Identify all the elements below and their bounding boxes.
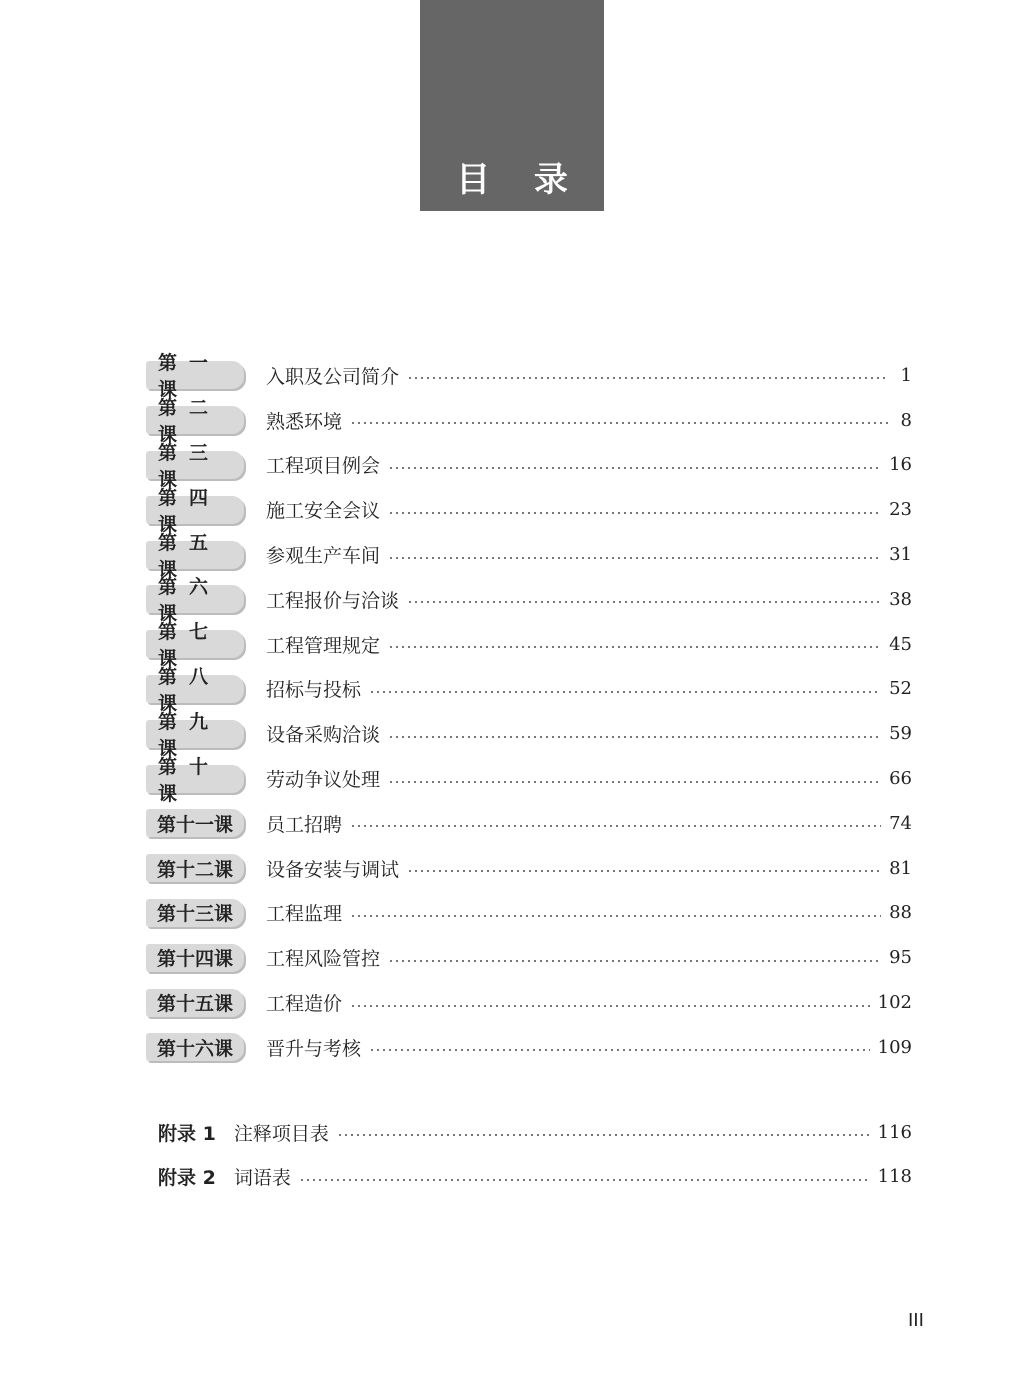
page-number: 1: [900, 364, 912, 386]
page-number: 16: [889, 454, 912, 476]
toc-entry[interactable]: [146, 441, 912, 491]
lesson-badge: 第十六课: [146, 1033, 244, 1061]
toc-entry[interactable]: [146, 1025, 912, 1070]
lesson-badge: 第九课: [146, 720, 244, 748]
lesson-badge: 第十一课: [146, 809, 244, 837]
lesson-title: 熟悉环境: [266, 410, 343, 433]
toc-entry[interactable]: [146, 576, 912, 626]
lesson-badge: 第一课: [146, 361, 244, 389]
appendix-entry[interactable]: [158, 1110, 912, 1155]
page-number: 8: [900, 409, 912, 431]
dot-leader: [350, 422, 888, 424]
lesson-title: 设备采购洽谈: [266, 724, 381, 747]
toc-entry[interactable]: [146, 710, 912, 760]
toc-entry[interactable]: [146, 801, 912, 846]
lesson-title: 工程报价与洽谈: [266, 589, 400, 612]
lesson-badge: 第十三课: [146, 899, 244, 927]
dot-leader: [369, 1049, 870, 1051]
title-banner: [420, 0, 604, 211]
page-number: 31: [889, 544, 912, 566]
toc-entry[interactable]: [146, 486, 912, 536]
page-number: 66: [889, 768, 912, 790]
toc-entry[interactable]: [146, 846, 912, 891]
lesson-badge: 第三课: [146, 451, 244, 479]
lesson-badge: 第十五课: [146, 989, 244, 1017]
lesson-badge: 第七课: [146, 630, 244, 658]
toc-entry[interactable]: [146, 531, 912, 581]
dot-leader: [350, 1005, 870, 1007]
page-number: 95: [889, 947, 912, 969]
lesson-badge: 第八课: [146, 675, 244, 703]
lesson-title: 施工安全会议: [266, 500, 381, 523]
appendix-label: 附录 1: [158, 1122, 216, 1145]
dot-leader: [299, 1179, 870, 1181]
toc-entry[interactable]: [146, 352, 912, 402]
page-number: 116: [877, 1121, 912, 1143]
page-number: 118: [877, 1166, 912, 1188]
page-number: 109: [877, 1036, 912, 1058]
page-title: 目 录: [456, 160, 584, 200]
page-number: 102: [877, 992, 912, 1014]
page-number: 45: [889, 633, 912, 655]
page-number: 59: [889, 723, 912, 745]
appendix-entry[interactable]: [158, 1155, 912, 1200]
toc-entry[interactable]: [146, 891, 912, 936]
dot-leader: [369, 691, 881, 693]
dot-leader: [337, 1134, 870, 1136]
lesson-title: 入职及公司简介: [266, 365, 400, 388]
page-number: 74: [889, 812, 912, 834]
toc-entry[interactable]: [146, 397, 912, 447]
page-number: 88: [889, 902, 912, 924]
page-number: 38: [889, 588, 912, 610]
lesson-badge: 第十课: [146, 765, 244, 793]
page-number: 23: [889, 499, 912, 521]
lesson-title: 晋升与考核: [266, 1037, 362, 1060]
lesson-title: 工程管理规定: [266, 634, 381, 657]
page-number: 81: [889, 857, 912, 879]
lesson-badge: 第五课: [146, 541, 244, 569]
lesson-badge: 第四课: [146, 496, 244, 524]
lesson-title: 工程项目例会: [266, 455, 381, 478]
dot-leader: [388, 512, 881, 514]
lesson-badge: 第二课: [146, 406, 244, 434]
appendix-title: 词语表: [233, 1167, 291, 1190]
page-folio: III: [908, 1310, 924, 1331]
lesson-title: 参观生产车间: [266, 545, 381, 568]
dot-leader: [350, 915, 881, 917]
lesson-title: 设备安装与调试: [266, 858, 400, 881]
appendix-label: 附录 2: [158, 1167, 216, 1190]
dot-leader: [388, 467, 881, 469]
dot-leader: [388, 646, 881, 648]
appendix-list: [158, 1110, 912, 1199]
lesson-badge: 第十四课: [146, 944, 244, 972]
lesson-badge: 第十二课: [146, 854, 244, 882]
dot-leader: [407, 601, 881, 603]
toc-entry[interactable]: [146, 621, 912, 671]
dot-leader: [350, 825, 881, 827]
toc-entry[interactable]: [146, 935, 912, 980]
lesson-title: 招标与投标: [266, 679, 362, 702]
toc-entry[interactable]: [146, 980, 912, 1025]
lesson-badge: 第六课: [146, 585, 244, 613]
dot-leader: [388, 736, 881, 738]
dot-leader: [388, 960, 881, 962]
toc-entry[interactable]: [146, 755, 912, 805]
dot-leader: [407, 870, 881, 872]
lesson-title: 工程风险管控: [266, 948, 381, 971]
dot-leader: [388, 557, 881, 559]
lesson-title: 工程造价: [266, 993, 343, 1016]
dot-leader: [388, 781, 881, 783]
lesson-title: 工程监理: [266, 903, 343, 926]
lesson-title: 劳动争议处理: [266, 769, 381, 792]
lesson-title: 员工招聘: [266, 813, 343, 836]
dot-leader: [407, 377, 888, 379]
toc-entry[interactable]: [146, 665, 912, 715]
appendix-title: 注释项目表: [233, 1122, 329, 1145]
page-number: 52: [889, 678, 912, 700]
table-of-contents: [146, 353, 912, 1070]
